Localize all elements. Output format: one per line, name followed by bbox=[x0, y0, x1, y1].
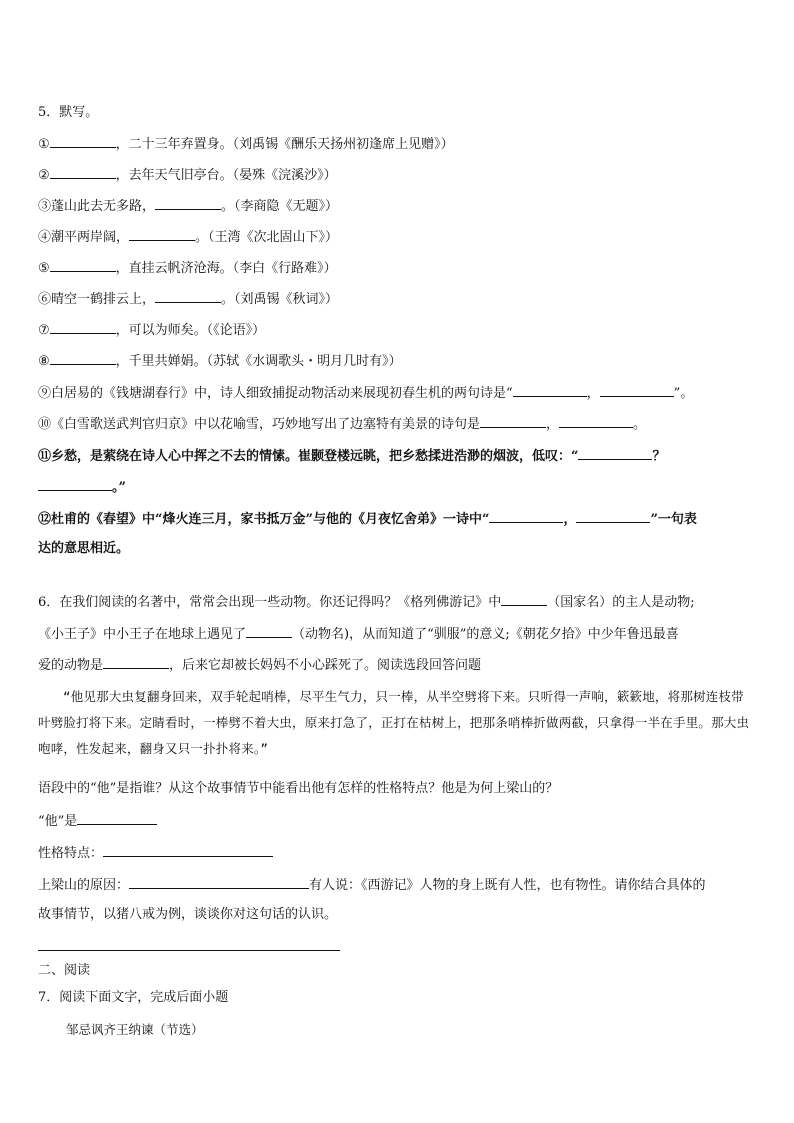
answer-blank[interactable] bbox=[129, 875, 309, 889]
answer-blank[interactable] bbox=[50, 351, 116, 365]
fill-item-4: ④潮平两岸阔， 。（王湾《次北固山下》） bbox=[38, 227, 338, 247]
answer-blank[interactable] bbox=[50, 134, 116, 148]
answer-blank[interactable] bbox=[103, 655, 169, 669]
answer-blank[interactable] bbox=[501, 592, 547, 606]
answer-blank[interactable] bbox=[513, 383, 587, 397]
answer-blank[interactable] bbox=[559, 414, 633, 428]
answer-rule-line[interactable] bbox=[38, 950, 340, 951]
fill-item-12-cont: 达的意思相近。 bbox=[38, 541, 130, 556]
answer-blank[interactable] bbox=[103, 843, 273, 857]
fill-item-8: ⑧ ，千里共婵娟。（苏轼《水调歌头・明月几时有》） bbox=[38, 351, 402, 371]
question-6-line-1: 6．在我们阅读的名著中，常常会出现一些动物。你还记得吗？《格列佛游记》中 （国家名）的主人是动物; bbox=[38, 592, 695, 612]
reason-answer-line: 上梁山的原因： 有人说：《西游记》人物的身上既有人性，也有物性。请你结合具体的 bbox=[38, 875, 706, 895]
fill-item-12: ⑫杜甫的《春望》中“烽火连三月，家书抵万金”与他的《月夜忆舍弟》一诗中“ ， ”一句表 bbox=[38, 509, 697, 529]
question-6-prompt: 语段中的“他”是指谁？从这个故事情节中能看出他有怎样的性格特点？他是为何上梁山的？ bbox=[38, 781, 559, 796]
fill-item-10: ⑩《白雪歌送武判官归京》中以花喻雪，巧妙地写出了边塞特有美景的诗句是 ， 。 bbox=[38, 414, 646, 434]
question-7-prompt: 7．阅读下面文字，完成后面小题 bbox=[38, 990, 229, 1005]
question-5-header: 5．默写。 bbox=[38, 105, 99, 120]
answer-blank[interactable] bbox=[489, 509, 563, 523]
fill-item-6: ⑥晴空一鹤排云上， 。（刘禹锡《秋词》） bbox=[38, 289, 338, 309]
fill-item-5: ⑤ ，直挂云帆济沧海。（李白《行路难》） bbox=[38, 258, 337, 278]
trait-answer-line: 性格特点： bbox=[38, 843, 273, 863]
answer-blank[interactable] bbox=[246, 624, 292, 638]
fill-item-3: ③蓬山此去无多路， 。（李商隐《无题》） bbox=[38, 196, 338, 216]
answer-blank[interactable] bbox=[155, 196, 221, 210]
fill-item-2: ② ，去年天气旧亭台。（晏殊《浣溪沙》） bbox=[38, 165, 337, 185]
answer-blank[interactable] bbox=[50, 258, 116, 272]
fill-item-7: ⑦ ，可以为师矣。（《论语》） bbox=[38, 320, 265, 340]
fill-item-9: ⑨白居易的《钱塘湖春行》中，诗人细致捕捉动物活动来展现初春生机的两句诗是“ ， ”。 bbox=[38, 383, 693, 403]
section-heading: 二、阅读 bbox=[38, 963, 91, 978]
question-6-last-line: 故事情节，以猪八戒为例，谈谈你对这句话的认识。 bbox=[38, 907, 338, 922]
answer-blank[interactable] bbox=[578, 446, 652, 460]
answer-blank[interactable] bbox=[576, 509, 650, 523]
answer-blank[interactable] bbox=[77, 811, 157, 825]
fill-item-11-cont: 。” bbox=[38, 477, 126, 497]
he-answer-line: “他”是 bbox=[38, 811, 157, 831]
answer-blank[interactable] bbox=[600, 383, 674, 397]
answer-blank[interactable] bbox=[480, 414, 546, 428]
answer-blank[interactable] bbox=[38, 477, 112, 491]
question-6-line-2: 《小王子》中小王子在地球上遇见了 （动物名)，从而知道了“驯服”的意义;《朝花夕拾》中少年鲁迅最喜 bbox=[38, 624, 679, 644]
answer-blank[interactable] bbox=[50, 165, 116, 179]
fill-item-1: ① ，二十三年弃置身。（刘禹锡《酬乐天扬州初逢席上见赠》） bbox=[38, 134, 454, 154]
passage-title: 邹忌讽齐王纳谏（节选） bbox=[66, 1022, 204, 1037]
fill-item-11: ⑪乡愁，是萦绕在诗人心中挥之不去的情愫。崔颢登楼远眺，把乡愁揉进浩渺的烟波，低叹：“ ？ bbox=[38, 446, 666, 466]
answer-blank[interactable] bbox=[155, 289, 221, 303]
question-6-line-3: 爱的动物是 ，后来它却被长妈妈不小心踩死了。阅读选段回答问题 bbox=[38, 655, 481, 675]
answer-blank[interactable] bbox=[129, 227, 195, 241]
answer-blank[interactable] bbox=[50, 320, 116, 334]
quoted-passage: “他见那大虫复翻身回来，双手轮起哨棒，尽平生气力，只一棒，从半空劈将下来。只听得一声响，簌簌地，将那树连枝带叶劈脸打将下来。定睛看时，一棒劈不着大虫，原来打急了，正打在枯树上，把那条哨棒折做两截，只拿得一半在手里。那大虫咆哮，性发起来，翻身又只一扑扑将来。” bbox=[38, 689, 750, 756]
